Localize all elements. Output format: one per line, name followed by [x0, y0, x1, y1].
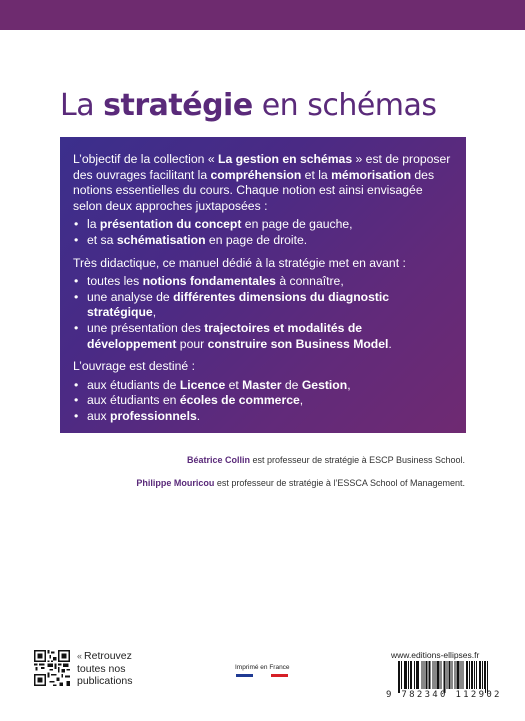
author-2 [136, 478, 465, 488]
didactic_list-run: une présentation des [87, 320, 205, 335]
barcode-bar [484, 661, 485, 689]
barcode-bar [421, 661, 422, 689]
list-item [73, 393, 454, 409]
barcode-bar [472, 661, 473, 689]
intro-run: des notions essentielles du cours. Chaque notion est ainsi envisagée selon deux approches juxtaposées : [73, 167, 435, 213]
isbn-number: 9 782340 112902 [386, 690, 502, 700]
list-item [73, 378, 454, 394]
list-item [73, 290, 454, 321]
french-flag-icon [236, 674, 288, 677]
barcode-bar [463, 661, 464, 689]
qr-caption-line-2: toutes nos [77, 662, 126, 675]
barcode-bar [458, 661, 459, 689]
barcode-bar [426, 661, 427, 689]
barcode-bar [425, 661, 426, 689]
barcode-bar [401, 661, 402, 689]
barcode-bar [434, 661, 435, 689]
barcode-bar [482, 661, 483, 689]
barcode-bar [467, 661, 468, 689]
list-item [73, 321, 454, 352]
barcode-bar [438, 661, 439, 689]
barcode-bar [408, 661, 409, 689]
audience_list-run: et [225, 377, 243, 392]
list-item [73, 217, 454, 233]
barcode-bar [487, 661, 488, 693]
audience_list-run: Licence [179, 377, 226, 392]
barcode-bar [432, 661, 433, 689]
chevron-left-icon: « [77, 651, 83, 661]
author-2-name: Philippe Mouricou [136, 478, 215, 488]
intro_list-run: en page de gauche, [241, 217, 353, 232]
author-2-desc: est professeur de stratégie à l’ESSCA School of Management. [214, 478, 465, 488]
intro_list-run: et sa [87, 232, 117, 247]
didactic_list-run: . [388, 336, 392, 351]
audience_list-run: . [196, 408, 201, 423]
intro_list-run: en page de droite. [205, 232, 308, 247]
intro_list-run: présentation du concept [99, 217, 242, 232]
barcode-bar [410, 661, 411, 689]
qr-caption-line-1: « Retrouvez [77, 650, 132, 662]
barcode-bar [399, 661, 400, 693]
didactic_list-run: notions fondamentales [142, 274, 276, 289]
title-pre: La [60, 88, 104, 123]
audience_list-run: de [281, 377, 302, 392]
qr-code-icon[interactable] [34, 650, 70, 686]
didactic_list-run: pour [176, 336, 208, 351]
barcode-bar [405, 661, 406, 689]
barcode-bar [449, 661, 450, 689]
barcode-bar [479, 661, 480, 689]
list-item [73, 409, 454, 425]
barcode-bar [436, 661, 437, 689]
list-item [73, 274, 454, 290]
barcode-bar [452, 661, 453, 689]
intro_list-run: schématisation [116, 232, 206, 247]
barcode-bar [485, 661, 486, 693]
list-item [73, 233, 454, 249]
barcode-bar [455, 661, 456, 689]
audience_list-run: professionnels [110, 408, 197, 423]
description-panel [60, 137, 466, 433]
audience_list-run: , [299, 393, 304, 408]
intro-run: mémorisation [331, 167, 412, 182]
didactic_list-run: toutes les [87, 274, 143, 289]
audience_list-run: Gestion [301, 377, 348, 392]
didactic_list-run: , [152, 305, 157, 320]
audience-paragraph [73, 359, 454, 375]
book-title [60, 88, 437, 123]
barcode-bar [417, 661, 418, 689]
intro-list [73, 217, 454, 248]
barcode-bar [414, 661, 415, 689]
top-color-band [0, 0, 525, 30]
publisher-website[interactable]: www.editions-ellipses.fr [391, 650, 480, 660]
barcode-bar [429, 661, 430, 689]
barcode-icon [398, 661, 488, 693]
barcode-bar [459, 661, 460, 689]
didactic_list-run: une analyse de [87, 289, 174, 304]
barcode-bar [416, 661, 417, 689]
audience_list-run: , [347, 377, 351, 392]
barcode-bar [476, 661, 477, 689]
author-1 [187, 455, 465, 465]
audience_list-run: aux étudiants de [87, 377, 180, 392]
audience_list-run: aux étudiants en [87, 393, 180, 408]
audience_list-run: aux [87, 408, 111, 423]
intro-run: La gestion en schémas [218, 152, 353, 166]
barcode-bar [428, 661, 429, 689]
printed-in-label: Imprimé en France [235, 664, 290, 671]
author-1-desc: est professeur de stratégie à ESCP Business School. [250, 455, 465, 465]
barcode-bar [406, 661, 407, 689]
barcode-bar [480, 661, 481, 689]
barcode-bar [411, 661, 412, 689]
barcode-bar [447, 661, 448, 689]
barcode-bar [471, 661, 472, 689]
didactic_list-run: construire son Business Model [207, 336, 389, 351]
barcode-bar [440, 661, 441, 689]
qr-caption-line-3: publications [77, 675, 133, 687]
didactic-paragraph [73, 256, 454, 272]
didactic_list-run: à connaître, [275, 274, 344, 289]
barcode-bar [444, 661, 445, 693]
barcode-bar [445, 661, 446, 693]
intro-run: L’objectif de la collection « [73, 152, 218, 166]
barcode-bar [461, 661, 462, 689]
didactic-run: Très didactique, ce manuel dédié à la stratégie met en avant : [73, 255, 406, 270]
audience-run: L’ouvrage est destiné : [73, 359, 195, 374]
title-bold: stratégie [103, 88, 253, 123]
didactic_list-run: différentes dimensions du diagnostic stratégique [87, 289, 390, 320]
barcode-bar [466, 661, 467, 689]
didactic-list [73, 274, 454, 352]
intro_list-run: la [87, 217, 100, 232]
qr-caption[interactable] [77, 650, 132, 688]
barcode-bar [457, 661, 458, 689]
barcode-bar [423, 661, 424, 689]
author-1-name: Béatrice Collin [187, 455, 251, 465]
intro-run: compréhension [210, 167, 302, 182]
barcode-bar [404, 661, 405, 689]
intro-paragraph [73, 152, 454, 214]
didactic_list-run: trajectoires et modalités de développement [87, 320, 363, 351]
audience_list-run: Master [242, 377, 282, 392]
barcode-bar [450, 661, 451, 689]
title-post: en schémas [252, 88, 437, 123]
barcode-bar [474, 661, 475, 689]
barcode-bar [437, 661, 438, 689]
barcode-bar [469, 661, 470, 689]
intro-run: et la [301, 167, 332, 182]
barcode-bar [398, 661, 399, 693]
intro-run: » est de proposer des ouvrages facilitant la [73, 152, 451, 182]
barcode-bar [418, 661, 419, 689]
audience-list [73, 378, 454, 425]
audience_list-run: écoles de commerce [179, 393, 300, 408]
